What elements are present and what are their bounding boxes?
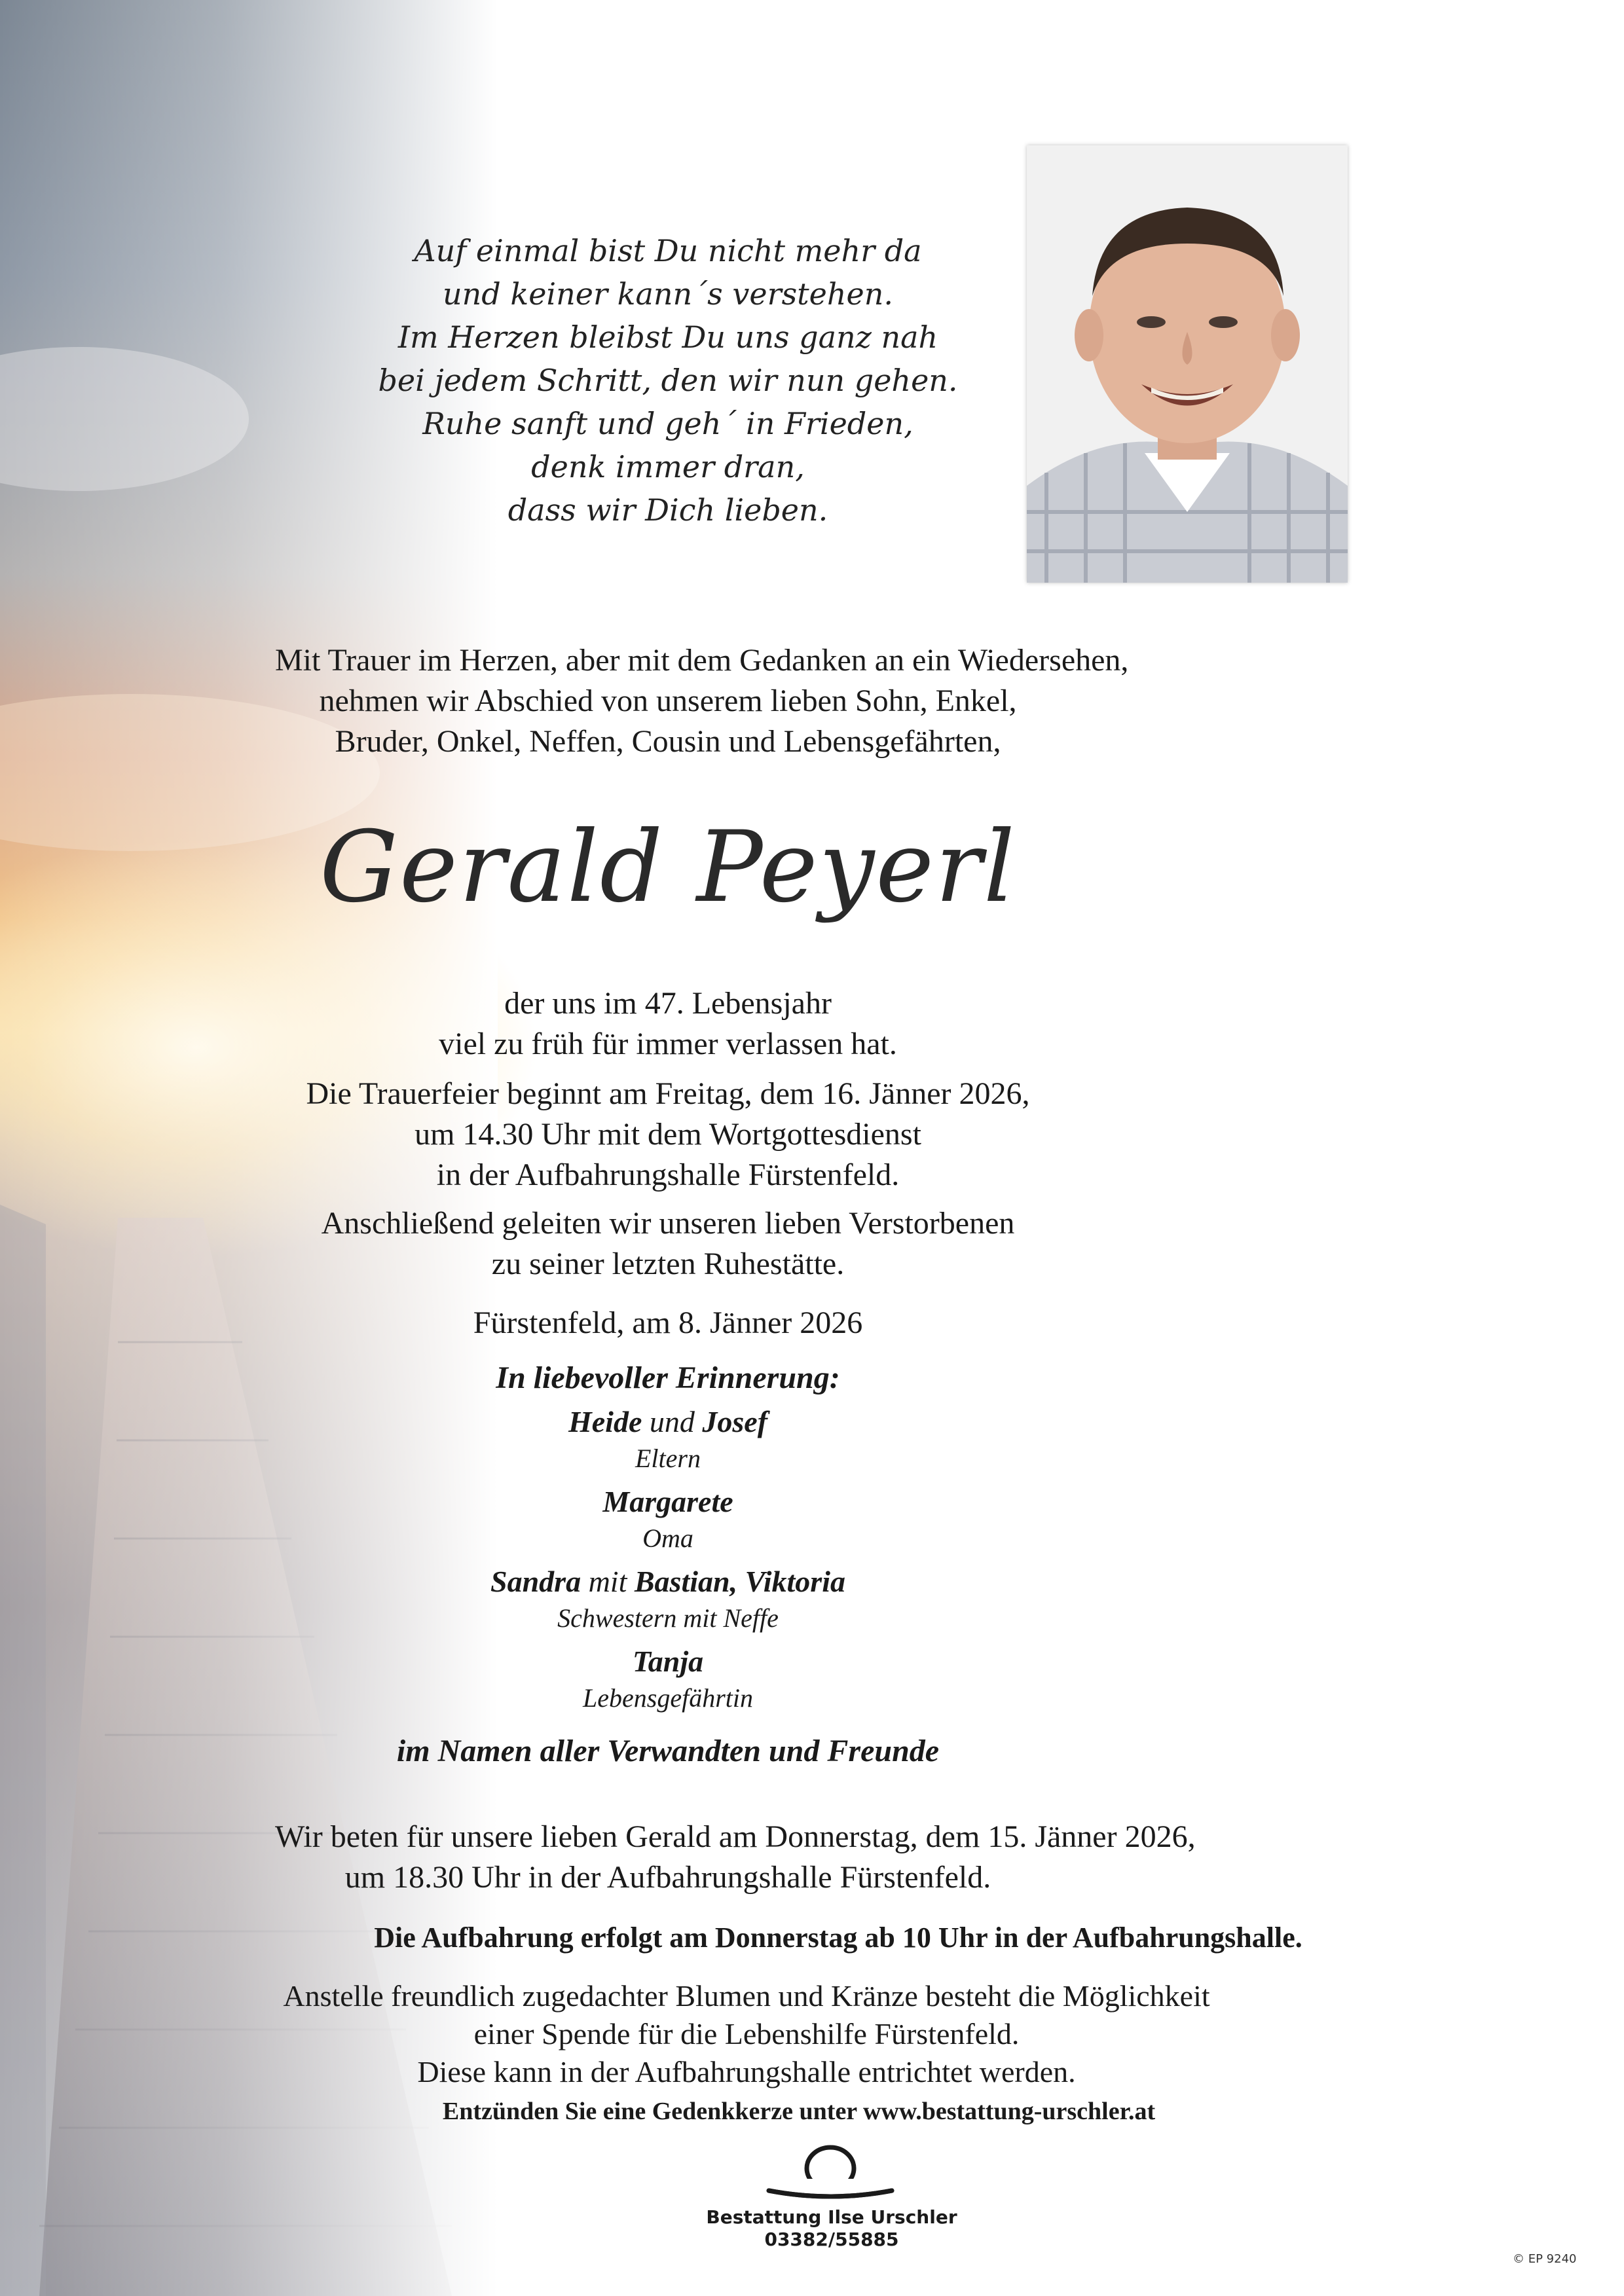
family-closing: im Namen aller Verwandten und Freunde <box>396 1734 940 1768</box>
donation-line: Anstelle freundlich zugedachter Blumen und Kränze besteht die Möglichkeit <box>283 1979 1210 2013</box>
burial-text <box>275 1203 1061 1285</box>
age-line: der uns im 47. Lebensjahr <box>504 986 832 1021</box>
family-parents <box>341 1402 995 1442</box>
funeral-line: um 14.30 Uhr mit dem Wortgottesdienst <box>415 1117 921 1152</box>
company-name: Bestattung Ilse Urschler <box>706 2206 957 2228</box>
age-text <box>275 983 1061 1065</box>
burial-line: Anschließend geleiten wir unseren lieben Verstorbenen <box>321 1206 1015 1241</box>
family-heading: In liebevoller Erinnerung: <box>496 1360 840 1395</box>
family-grandma: Margarete <box>602 1485 733 1518</box>
family-partner: Tanja <box>632 1645 704 1678</box>
memorial-poem <box>341 229 995 532</box>
poem-line: Im Herzen bleibst Du uns ganz nah <box>397 319 938 355</box>
family-partner-relation: Lebensgefährtin <box>583 1683 753 1713</box>
intro-line: Bruder, Onkel, Neffen, Cousin und Lebensgefährten, <box>335 724 1001 759</box>
burial-line: zu seiner letzten Ruhestätte. <box>491 1247 845 1281</box>
donation-line: Diese kann in der Aufbahrungshalle entrichtet werden. <box>417 2055 1076 2088</box>
document-code: © EP 9240 <box>1513 2252 1577 2266</box>
funeral-line: Die Trauerfeier beginnt am Freitag, dem 16. Jänner 2026, <box>306 1076 1030 1111</box>
poem-line: dass wir Dich lieben. <box>507 492 828 528</box>
family-parents-relation: Eltern <box>635 1444 701 1473</box>
company-phone: 03382/55885 <box>764 2229 899 2250</box>
aufbahrung-notice: Die Aufbahrung erfolgt am Donnerstag ab 10 Uhr in der Aufbahrungshalle. <box>374 1922 1302 1954</box>
family-siblings-joiner: mit <box>581 1565 635 1598</box>
family-parents-name2: Josef <box>702 1405 768 1438</box>
poem-line: denk immer dran, <box>531 449 805 484</box>
prayer-text <box>275 1817 1196 1898</box>
family-siblings-relation: Schwestern mit Neffe <box>557 1603 779 1633</box>
place-date <box>275 1303 1061 1343</box>
family-list <box>341 1355 995 1774</box>
poem-line: Auf einmal bist Du nicht mehr da <box>414 233 922 268</box>
donation-text <box>275 1977 1218 2091</box>
company-info <box>655 2206 1008 2251</box>
intro-text <box>275 640 1129 762</box>
intro-line: nehmen wir Abschied von unserem lieben Sohn, Enkel, <box>319 683 1017 718</box>
family-siblings <box>341 1562 995 1601</box>
poem-line: und keiner kann´s verstehen. <box>443 276 893 312</box>
company-logo-icon <box>765 2140 896 2205</box>
age-line: viel zu früh für immer verlassen hat. <box>439 1027 897 1061</box>
place-date-line: Fürstenfeld, am 8. Jänner 2026 <box>473 1305 863 1340</box>
funeral-line: in der Aufbahrungshalle Fürstenfeld. <box>436 1157 900 1192</box>
donation-line: einer Spende für die Lebenshilfe Fürstenfeld. <box>473 2017 1020 2050</box>
portrait-image <box>1027 145 1348 583</box>
portrait-photo <box>1027 145 1348 583</box>
family-grandma-relation: Oma <box>642 1523 693 1553</box>
funeral-text <box>275 1074 1061 1195</box>
poem-line: bei jedem Schritt, den wir nun gehen. <box>378 363 958 398</box>
family-parents-joiner: und <box>642 1405 703 1438</box>
prayer-line: Wir beten für unsere lieben Gerald am Donnerstag, dem 15. Jänner 2026, <box>275 1819 1196 1854</box>
intro-line: Mit Trauer im Herzen, aber mit dem Gedanken an ein Wiedersehen, <box>275 643 1129 678</box>
candle-notice: Entzünden Sie eine Gedenkkerze unter www.bestattung-urschler.at <box>442 2098 1156 2125</box>
family-parents-name1: Heide <box>568 1405 642 1438</box>
deceased-name: Gerald Peyerl <box>320 811 1016 924</box>
family-siblings-name1: Sandra <box>490 1565 581 1598</box>
family-siblings-name2: Bastian, Viktoria <box>634 1565 845 1598</box>
poem-line: Ruhe sanft und geh´ in Frieden, <box>422 406 913 441</box>
prayer-line: um 18.30 Uhr in der Aufbahrungshalle Fürstenfeld. <box>344 1860 991 1895</box>
